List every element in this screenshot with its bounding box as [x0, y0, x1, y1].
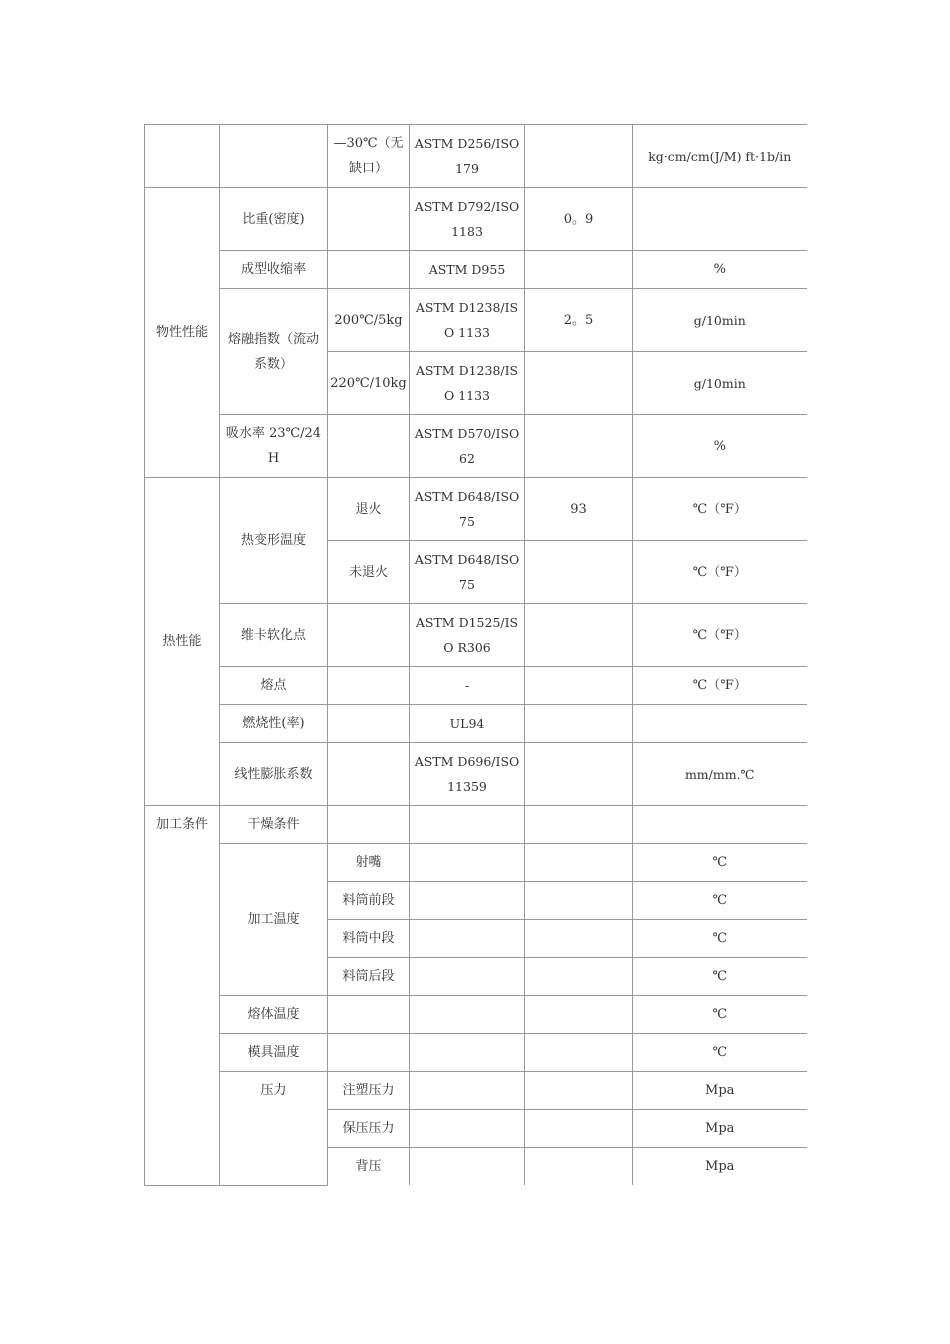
table-row [145, 251, 807, 289]
value-cell: 2。5 [525, 289, 633, 352]
test-method-cell: UL94 [410, 705, 525, 743]
condition-cell: 料筒中段 [328, 920, 410, 958]
table-row [145, 844, 807, 882]
condition-cell: —30℃（无缺口） [328, 125, 410, 188]
condition-cell: 退火 [328, 478, 410, 541]
unit-cell: ℃（℉） [633, 667, 807, 705]
test-method-cell: ASTM D570/ISO 62 [410, 415, 525, 478]
table-row [145, 604, 807, 667]
table-row [145, 125, 807, 188]
unit-cell: ℃（℉） [633, 604, 807, 667]
test-method-cell: ASTM D792/ISO 1183 [410, 188, 525, 251]
table-row [145, 478, 807, 541]
table-row [145, 667, 807, 705]
property-name-cell: 干燥条件 [220, 806, 328, 844]
property-name-cell: 线性膨胀系数 [220, 743, 328, 806]
property-name-cell: 热变形温度 [220, 478, 328, 604]
category-cell: 物性性能 [145, 188, 220, 478]
condition-cell: 注塑压力 [328, 1072, 410, 1110]
unit-cell: g/10min [633, 289, 807, 352]
test-method-cell: ASTM D1238/ISO 1133 [410, 289, 525, 352]
property-name-cell: 成型收缩率 [220, 251, 328, 289]
condition-cell: 220℃/10kg [328, 352, 410, 415]
condition-cell: 未退火 [328, 541, 410, 604]
test-method-cell: ASTM D696/ISO 11359 [410, 743, 525, 806]
unit-cell: % [633, 251, 807, 289]
property-name-cell: 吸水率 23℃/24H [220, 415, 328, 478]
table-row [145, 705, 807, 743]
table-row [145, 743, 807, 806]
properties-table [144, 124, 807, 1186]
test-method-cell: ASTM D648/ISO 75 [410, 541, 525, 604]
test-method-cell: - [410, 667, 525, 705]
table-row [145, 996, 807, 1034]
unit-cell: mm/mm.℃ [633, 743, 807, 806]
condition-cell: 200℃/5kg [328, 289, 410, 352]
table-row [145, 1072, 807, 1110]
unit-cell: kg·cm/cm(J/M) ft·1b/in [633, 125, 807, 188]
unit-cell: g/10min [633, 352, 807, 415]
value-cell: 93 [525, 478, 633, 541]
property-name-cell: 加工温度 [220, 844, 328, 996]
unit-cell: ℃ [633, 1034, 807, 1072]
condition-cell: 背压 [328, 1148, 410, 1186]
test-method-cell: ASTM D648/ISO 75 [410, 478, 525, 541]
unit-cell: ℃ [633, 958, 807, 996]
test-method-cell: ASTM D955 [410, 251, 525, 289]
property-name-cell: 维卡软化点 [220, 604, 328, 667]
table-row [145, 188, 807, 251]
table-row [145, 1034, 807, 1072]
unit-cell: Mpa [633, 1072, 807, 1110]
unit-cell: ℃ [633, 996, 807, 1034]
unit-cell: ℃ [633, 920, 807, 958]
property-name-cell: 熔融指数（流动系数） [220, 289, 328, 415]
unit-cell: Mpa [633, 1148, 807, 1186]
table-row [145, 806, 807, 844]
property-name-cell: 燃烧性(率) [220, 705, 328, 743]
unit-cell: % [633, 415, 807, 478]
property-name-cell: 模具温度 [220, 1034, 328, 1072]
category-cell: 加工条件 [145, 806, 220, 1186]
property-name-cell: 比重(密度) [220, 188, 328, 251]
unit-cell: ℃（℉） [633, 478, 807, 541]
unit-cell: ℃（℉） [633, 541, 807, 604]
condition-cell: 料筒后段 [328, 958, 410, 996]
value-cell: 0。9 [525, 188, 633, 251]
category-cell: 热性能 [145, 478, 220, 806]
table-row [145, 415, 807, 478]
condition-cell: 保压压力 [328, 1110, 410, 1148]
unit-cell: ℃ [633, 844, 807, 882]
unit-cell: Mpa [633, 1110, 807, 1148]
test-method-cell: ASTM D256/ISO 179 [410, 125, 525, 188]
test-method-cell: ASTM D1525/ISO R306 [410, 604, 525, 667]
property-name-cell: 熔体温度 [220, 996, 328, 1034]
unit-cell: ℃ [633, 882, 807, 920]
property-name-cell: 熔点 [220, 667, 328, 705]
table-row [145, 289, 807, 352]
condition-cell: 料筒前段 [328, 882, 410, 920]
condition-cell: 射嘴 [328, 844, 410, 882]
test-method-cell: ASTM D1238/ISO 1133 [410, 352, 525, 415]
property-name-cell: 压力 [220, 1072, 328, 1186]
